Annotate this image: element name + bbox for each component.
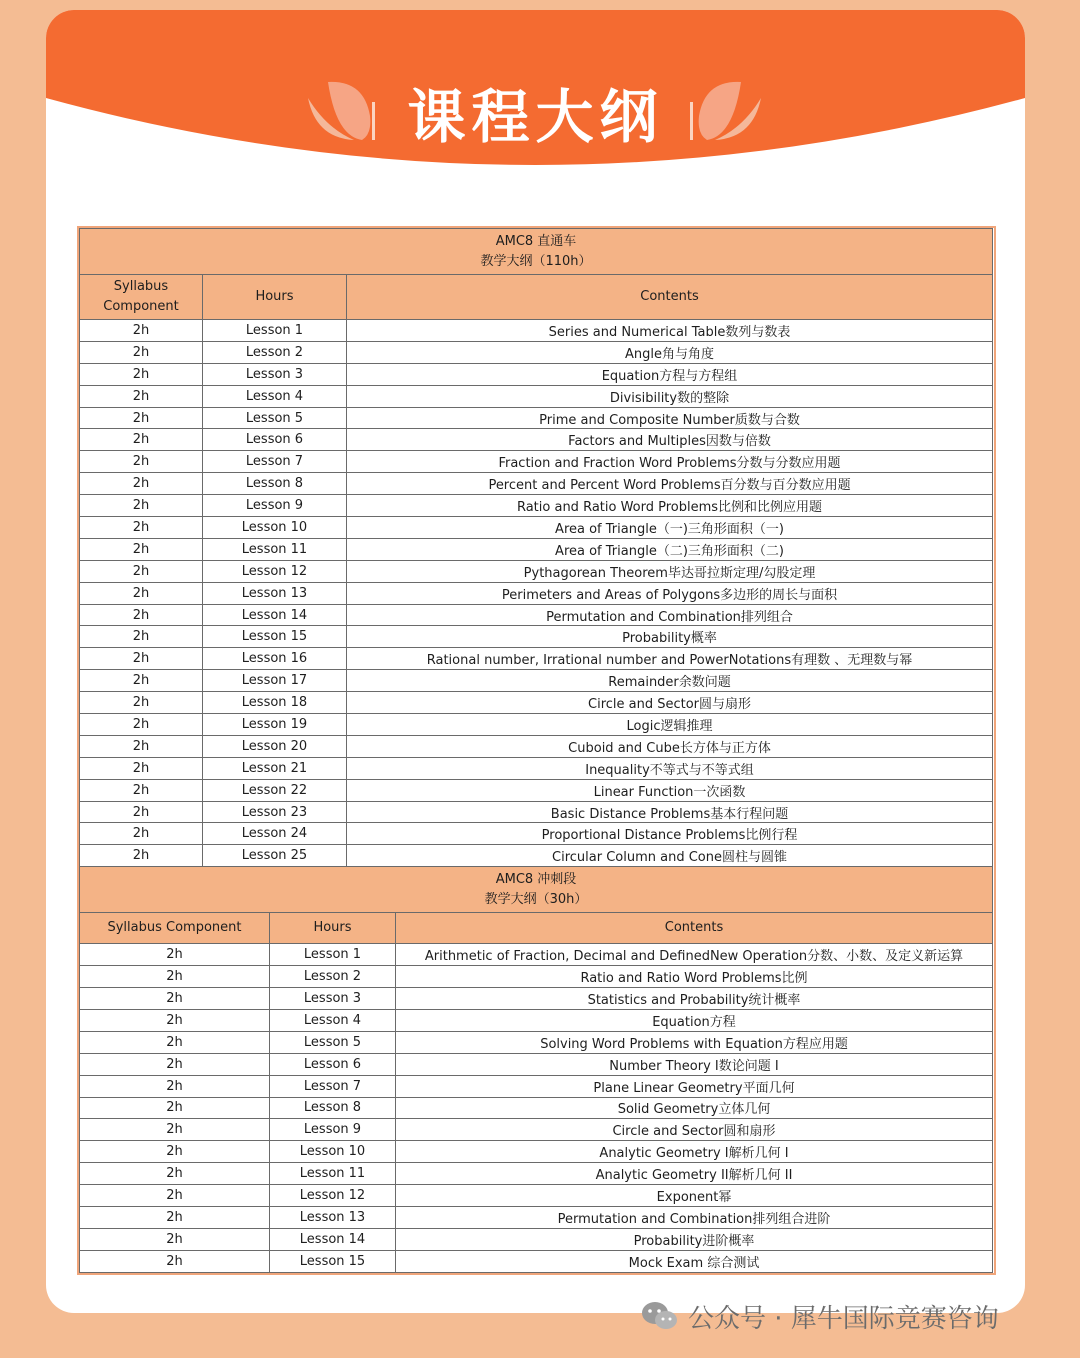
hours-cell: 2h xyxy=(80,407,203,429)
lesson-cell: Lesson 17 xyxy=(203,670,347,692)
hours-cell: 2h xyxy=(80,626,203,648)
lesson-cell: Lesson 22 xyxy=(203,779,347,801)
leaf-right-icon xyxy=(687,76,767,148)
contents-cell: Factors and Multiples因数与倍数 xyxy=(347,429,993,451)
col-header-syllabus: Syllabus Component xyxy=(80,275,203,320)
table-row xyxy=(80,988,993,1010)
table-row xyxy=(80,1097,993,1119)
contents-cell: Equation方程 xyxy=(396,1009,993,1031)
contents-cell: Area of Triangle（二)三角形面积（二) xyxy=(347,538,993,560)
hours-cell: 2h xyxy=(80,363,203,385)
hours-cell: 2h xyxy=(80,451,203,473)
contents-cell: Logic逻辑推理 xyxy=(347,714,993,736)
lesson-cell: Lesson 10 xyxy=(203,517,347,539)
table-row xyxy=(80,517,993,539)
hours-cell: 2h xyxy=(80,966,270,988)
table-row xyxy=(80,801,993,823)
contents-cell: Mock Exam 综合测试 xyxy=(396,1250,993,1272)
contents-cell: Perimeters and Areas of Polygons多边形的周长与面积 xyxy=(347,582,993,604)
hours-cell: 2h xyxy=(80,988,270,1010)
hours-cell: 2h xyxy=(80,714,203,736)
section2-title-line1: AMC8 冲刺段 xyxy=(495,871,577,887)
lesson-cell: Lesson 24 xyxy=(203,823,347,845)
table-row xyxy=(80,560,993,582)
hours-cell: 2h xyxy=(80,692,203,714)
table-row xyxy=(80,320,993,342)
table-row xyxy=(80,429,993,451)
section2-title-line2: 教学大纲（30h） xyxy=(484,891,588,907)
lesson-cell: Lesson 7 xyxy=(270,1075,396,1097)
hours-cell: 2h xyxy=(80,944,270,966)
lesson-cell: Lesson 25 xyxy=(203,845,347,867)
lesson-cell: Lesson 9 xyxy=(203,495,347,517)
syllabus-table-110h xyxy=(79,228,993,867)
lesson-cell: Lesson 9 xyxy=(270,1119,396,1141)
contents-cell: Plane Linear Geometry平面几何 xyxy=(396,1075,993,1097)
lesson-cell: Lesson 11 xyxy=(203,538,347,560)
table-row xyxy=(80,735,993,757)
hours-cell: 2h xyxy=(80,582,203,604)
hours-cell: 2h xyxy=(80,670,203,692)
contents-cell: Ratio and Ratio Word Problems比例 xyxy=(396,966,993,988)
table-row xyxy=(80,714,993,736)
lesson-cell: Lesson 1 xyxy=(270,944,396,966)
hours-cell: 2h xyxy=(80,1053,270,1075)
col-header-contents: Contents xyxy=(347,275,993,320)
hours-cell: 2h xyxy=(80,429,203,451)
hours-cell: 2h xyxy=(80,1228,270,1250)
hours-cell: 2h xyxy=(80,1250,270,1272)
hours-cell: 2h xyxy=(80,823,203,845)
table-row xyxy=(80,845,993,867)
lesson-cell: Lesson 16 xyxy=(203,648,347,670)
hours-cell: 2h xyxy=(80,538,203,560)
hours-cell: 2h xyxy=(80,604,203,626)
table-row xyxy=(80,626,993,648)
contents-cell: Remainder余数问题 xyxy=(347,670,993,692)
lesson-cell: Lesson 13 xyxy=(203,582,347,604)
hours-cell: 2h xyxy=(80,801,203,823)
lesson-cell: Lesson 15 xyxy=(203,626,347,648)
table-row xyxy=(80,363,993,385)
contents-cell: Analytic Geometry II解析几何 II xyxy=(396,1163,993,1185)
table-row xyxy=(80,451,993,473)
contents-cell: Fraction and Fraction Word Problems分数与分数应用题 xyxy=(347,451,993,473)
lesson-cell: Lesson 7 xyxy=(203,451,347,473)
table-row xyxy=(80,1163,993,1185)
lesson-cell: Lesson 12 xyxy=(203,560,347,582)
section1-title-line1: AMC8 直通车 xyxy=(495,233,577,249)
contents-cell: Circle and Sector圆和扇形 xyxy=(396,1119,993,1141)
contents-cell: Number Theory I数论问题 I xyxy=(396,1053,993,1075)
contents-cell: Divisibility数的整除 xyxy=(347,385,993,407)
section2-title xyxy=(80,867,993,913)
table-row xyxy=(80,538,993,560)
contents-cell: Arithmetic of Fraction, Decimal and DefinedNew Operation分数、小数、及定义新运算 xyxy=(396,944,993,966)
table-row xyxy=(80,1119,993,1141)
lesson-cell: Lesson 4 xyxy=(270,1009,396,1031)
table-row xyxy=(80,1009,993,1031)
footer-watermark xyxy=(640,1296,999,1336)
lesson-cell: Lesson 5 xyxy=(270,1031,396,1053)
contents-cell: Circle and Sector圆与扇形 xyxy=(347,692,993,714)
table-row xyxy=(80,495,993,517)
page-title: 课程大纲 xyxy=(407,83,664,151)
lesson-cell: Lesson 14 xyxy=(270,1228,396,1250)
section1-title-line2: 教学大纲（110h） xyxy=(480,253,592,269)
table-row xyxy=(80,604,993,626)
contents-cell: Ratio and Ratio Word Problems比例和比例应用题 xyxy=(347,495,993,517)
table-row xyxy=(80,670,993,692)
table-row xyxy=(80,1185,993,1207)
lesson-cell: Lesson 2 xyxy=(203,341,347,363)
hours-cell: 2h xyxy=(80,473,203,495)
hours-cell: 2h xyxy=(80,1206,270,1228)
syllabus-tables xyxy=(77,226,996,1275)
table-row xyxy=(80,1053,993,1075)
contents-cell: Inequality不等式与不等式组 xyxy=(347,757,993,779)
hours-cell: 2h xyxy=(80,385,203,407)
section1-title xyxy=(80,229,993,275)
contents-cell: Permutation and Combination排列组合 xyxy=(347,604,993,626)
contents-cell: Solving Word Problems with Equation方程应用题 xyxy=(396,1031,993,1053)
contents-cell: Cuboid and Cube长方体与正方体 xyxy=(347,735,993,757)
hours-cell: 2h xyxy=(80,1031,270,1053)
syllabus-card xyxy=(46,10,1025,1313)
lesson-cell: Lesson 8 xyxy=(270,1097,396,1119)
hours-cell: 2h xyxy=(80,648,203,670)
col-header-syllabus: Syllabus Component xyxy=(80,913,270,944)
lesson-cell: Lesson 18 xyxy=(203,692,347,714)
table-row xyxy=(80,473,993,495)
hours-cell: 2h xyxy=(80,779,203,801)
contents-cell: Analytic Geometry I解析几何 I xyxy=(396,1141,993,1163)
hours-cell: 2h xyxy=(80,495,203,517)
lesson-cell: Lesson 8 xyxy=(203,473,347,495)
contents-cell: Permutation and Combination排列组合进阶 xyxy=(396,1206,993,1228)
table-row xyxy=(80,966,993,988)
lesson-cell: Lesson 6 xyxy=(203,429,347,451)
hours-cell: 2h xyxy=(80,341,203,363)
table-row xyxy=(80,1206,993,1228)
table-row xyxy=(80,1031,993,1053)
lesson-cell: Lesson 11 xyxy=(270,1163,396,1185)
lesson-cell: Lesson 14 xyxy=(203,604,347,626)
hours-cell: 2h xyxy=(80,517,203,539)
contents-cell: Probability概率 xyxy=(347,626,993,648)
col-header-hours: Hours xyxy=(270,913,396,944)
lesson-cell: Lesson 21 xyxy=(203,757,347,779)
hours-cell: 2h xyxy=(80,757,203,779)
lesson-cell: Lesson 19 xyxy=(203,714,347,736)
contents-cell: Exponent幂 xyxy=(396,1185,993,1207)
lesson-cell: Lesson 15 xyxy=(270,1250,396,1272)
table-row xyxy=(80,1075,993,1097)
table-row xyxy=(80,1141,993,1163)
contents-cell: Rational number, Irrational number and PowerNotations有理数 、无理数与幂 xyxy=(347,648,993,670)
lesson-cell: Lesson 23 xyxy=(203,801,347,823)
table-row xyxy=(80,692,993,714)
hours-cell: 2h xyxy=(80,1097,270,1119)
contents-cell: Solid Geometry立体几何 xyxy=(396,1097,993,1119)
lesson-cell: Lesson 10 xyxy=(270,1141,396,1163)
col-header-contents: Contents xyxy=(396,913,993,944)
contents-cell: Prime and Composite Number质数与合数 xyxy=(347,407,993,429)
contents-cell: Equation方程与方程组 xyxy=(347,363,993,385)
table-row xyxy=(80,823,993,845)
lesson-cell: Lesson 12 xyxy=(270,1185,396,1207)
lesson-cell: Lesson 2 xyxy=(270,966,396,988)
contents-cell: Statistics and Probability统计概率 xyxy=(396,988,993,1010)
contents-cell: Percent and Percent Word Problems百分数与百分数应用题 xyxy=(347,473,993,495)
syllabus-table-30h xyxy=(79,866,993,1272)
lesson-cell: Lesson 5 xyxy=(203,407,347,429)
lesson-cell: Lesson 3 xyxy=(203,363,347,385)
col-header-hours: Hours xyxy=(203,275,347,320)
table-row xyxy=(80,385,993,407)
contents-cell: Linear Function一次函数 xyxy=(347,779,993,801)
lesson-cell: Lesson 1 xyxy=(203,320,347,342)
contents-cell: Area of Triangle（一)三角形面积（一) xyxy=(347,517,993,539)
hours-cell: 2h xyxy=(80,560,203,582)
contents-cell: Circular Column and Cone圆柱与圆锥 xyxy=(347,845,993,867)
contents-cell: Proportional Distance Problems比例行程 xyxy=(347,823,993,845)
lesson-cell: Lesson 6 xyxy=(270,1053,396,1075)
footer-text: 公众号 · 犀牛国际竞赛咨询 xyxy=(688,1303,999,1334)
hours-cell: 2h xyxy=(80,1185,270,1207)
table-row xyxy=(80,1250,993,1272)
table-row xyxy=(80,779,993,801)
lesson-cell: Lesson 3 xyxy=(270,988,396,1010)
lesson-cell: Lesson 4 xyxy=(203,385,347,407)
table-row xyxy=(80,757,993,779)
hours-cell: 2h xyxy=(80,1009,270,1031)
lesson-cell: Lesson 13 xyxy=(270,1206,396,1228)
wechat-icon xyxy=(640,1299,680,1333)
hours-cell: 2h xyxy=(80,735,203,757)
hours-cell: 2h xyxy=(80,1163,270,1185)
hours-cell: 2h xyxy=(80,1119,270,1141)
contents-cell: Angle角与角度 xyxy=(347,341,993,363)
hours-cell: 2h xyxy=(80,320,203,342)
hours-cell: 2h xyxy=(80,1141,270,1163)
table-row xyxy=(80,582,993,604)
contents-cell: Pythagorean Theorem毕达哥拉斯定理/勾股定理 xyxy=(347,560,993,582)
hours-cell: 2h xyxy=(80,845,203,867)
contents-cell: Series and Numerical Table数列与数表 xyxy=(347,320,993,342)
contents-cell: Probability进阶概率 xyxy=(396,1228,993,1250)
hours-cell: 2h xyxy=(80,1075,270,1097)
table-row xyxy=(80,341,993,363)
contents-cell: Basic Distance Problems基本行程问题 xyxy=(347,801,993,823)
table-row xyxy=(80,1228,993,1250)
lesson-cell: Lesson 20 xyxy=(203,735,347,757)
table-row xyxy=(80,407,993,429)
table-row xyxy=(80,944,993,966)
table-row xyxy=(80,648,993,670)
